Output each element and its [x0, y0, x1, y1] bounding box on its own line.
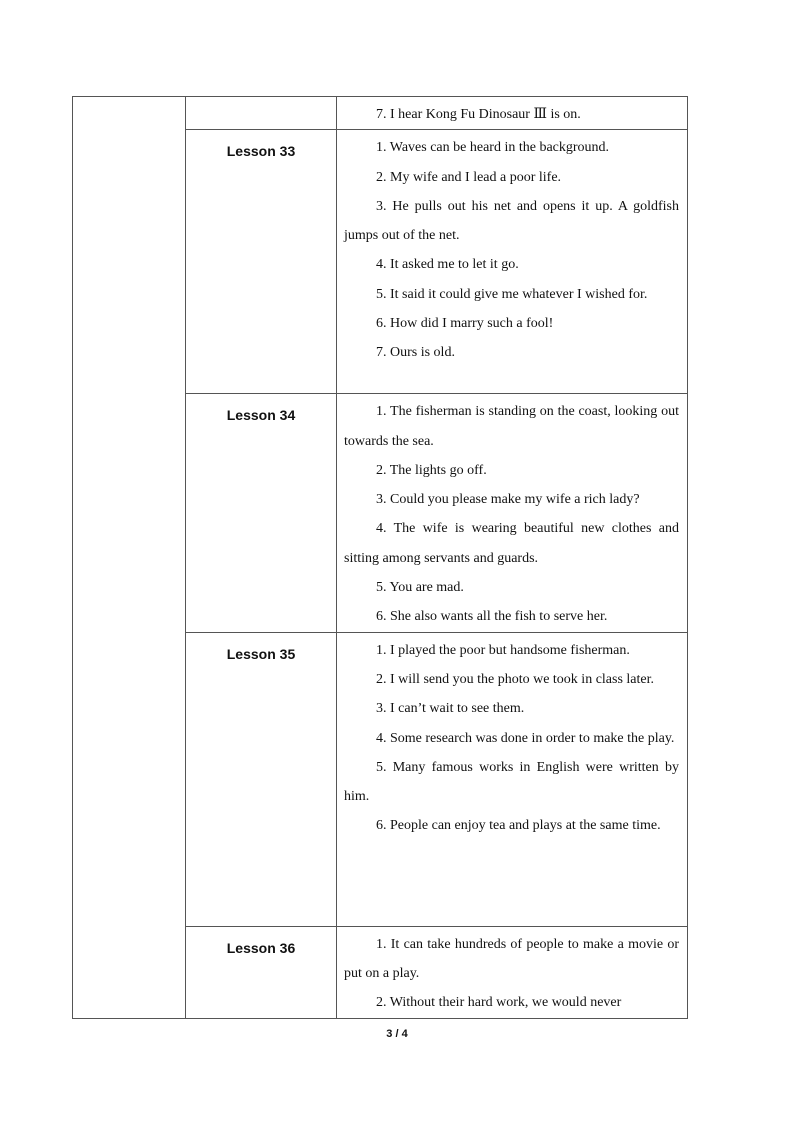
table-row: [73, 97, 688, 130]
sentence: 6. People can enjoy tea and plays at the same time.: [376, 818, 661, 834]
page-number: 3 / 4: [386, 1028, 408, 1040]
sentence-list: [337, 130, 687, 367]
sentence: 2. My wife and I lead a poor life.: [376, 169, 562, 185]
lesson-title: Lesson 33: [226, 143, 296, 160]
lesson-cell: [186, 97, 337, 130]
lesson-cell: [186, 926, 337, 1018]
lesson-table: [72, 96, 688, 1019]
sentence: 1. Waves can be heard in the background.: [376, 140, 610, 156]
lesson-table-body: [73, 97, 688, 1019]
sentence: 7. Ours is old.: [376, 345, 455, 361]
sentence: 5. Many famous works in English were written by him.: [344, 759, 679, 805]
sentences-cell: [337, 394, 688, 632]
lesson-title: Lesson 36: [226, 939, 296, 956]
sentence-list: [337, 97, 687, 129]
lesson-title: Lesson 34: [226, 407, 296, 424]
sentences-cell: [337, 926, 688, 1018]
sentence: 1. The fisherman is standing on the coast, looking out towards the sea.: [344, 404, 679, 449]
lesson-title: Lesson 35: [226, 645, 296, 662]
sentence: 6. She also wants all the fish to serve her.: [376, 609, 608, 625]
sentence: 3. He pulls out his net and opens it up. A goldfish jumps out of the net.: [344, 198, 679, 244]
sentence-list: [337, 927, 687, 1018]
sentence: 1. I played the poor but handsome fisherman.: [376, 642, 630, 658]
lesson-cell: [186, 394, 337, 632]
lesson-title: [186, 97, 336, 110]
sentence: 4. Some research was done in order to make the play.: [376, 730, 675, 746]
sentence: 4. The wife is wearing beautiful new clothes and sitting among servants and guards.: [344, 521, 679, 566]
sentence-list: [337, 394, 687, 631]
sentence: 5. It said it could give me whatever I wished for.: [376, 286, 648, 302]
sentences-cell: [337, 632, 688, 926]
lesson-cell: [186, 130, 337, 394]
sentence: 2. Without their hard work, we would never: [376, 995, 622, 1011]
lesson-cell: [186, 632, 337, 926]
sentence: 2. The lights go off.: [376, 462, 487, 478]
sentences-cell: [337, 130, 688, 394]
left-blank-column: [73, 97, 186, 1019]
sentence: 1. It can take hundreds of people to make a movie or put on a play.: [344, 936, 679, 981]
sentence-list: [337, 633, 687, 841]
sentence: 5. You are mad.: [376, 580, 464, 596]
sentences-cell: [337, 97, 688, 130]
sentence: 7. I hear Kong Fu Dinosaur Ⅲ is on.: [376, 107, 581, 122]
sentence: 2. I will send you the photo we took in class later.: [376, 671, 655, 687]
sentence: 4. It asked me to let it go.: [376, 257, 519, 273]
sentence: 3. I can’t wait to see them.: [376, 701, 525, 717]
sentence: 6. How did I marry such a fool!: [376, 316, 554, 332]
sentence: 3. Could you please make my wife a rich lady?: [376, 492, 640, 508]
